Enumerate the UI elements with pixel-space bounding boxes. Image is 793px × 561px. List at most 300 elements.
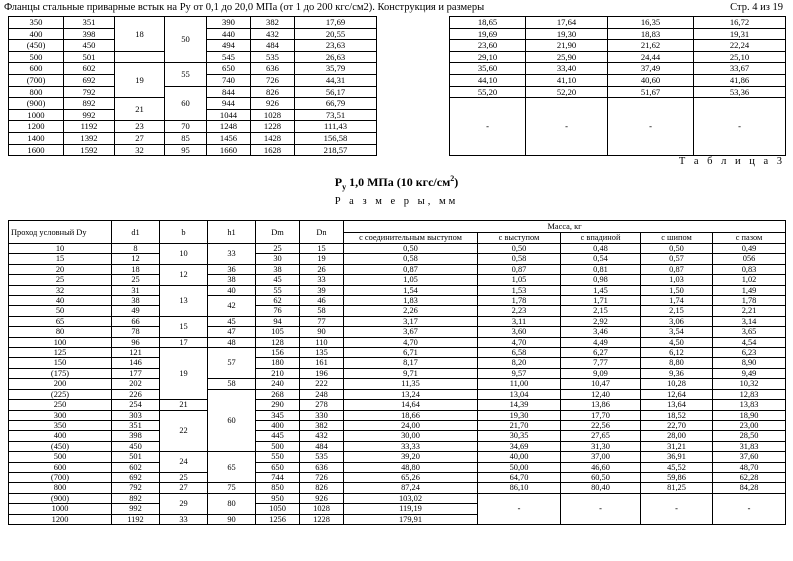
table-row bbox=[9, 493, 786, 503]
table-cell: 7,77 bbox=[561, 358, 641, 368]
cell-h1: 57 bbox=[208, 348, 256, 379]
top-cell: 400 bbox=[9, 28, 64, 40]
top-cell-b: 21 bbox=[115, 98, 165, 121]
table-cell: 1192 bbox=[112, 514, 160, 524]
table-cell: 1,53 bbox=[478, 285, 561, 295]
table-cell: 3,14 bbox=[713, 316, 786, 326]
table-cell: 28,50 bbox=[713, 431, 786, 441]
table-cell: 46 bbox=[300, 296, 344, 306]
table-cell: 31 bbox=[112, 285, 160, 295]
table-cell: 0,98 bbox=[561, 275, 641, 285]
table-cell: 226 bbox=[112, 389, 160, 399]
top-cell: 926 bbox=[251, 98, 295, 110]
table-cell: 40 bbox=[9, 296, 112, 306]
table-cell: 24,00 bbox=[344, 420, 478, 430]
top-cell: 16,72 bbox=[694, 17, 786, 29]
table-cell: 303 bbox=[112, 410, 160, 420]
table-cell: 6,71 bbox=[344, 348, 478, 358]
table-cell: 30 bbox=[256, 254, 300, 264]
top-cell: 450 bbox=[64, 40, 115, 52]
table-cell: 96 bbox=[112, 337, 160, 347]
table-cell: 692 bbox=[112, 472, 160, 482]
table-cell: 1,05 bbox=[478, 275, 561, 285]
table-cell: 450 bbox=[112, 441, 160, 451]
table-cell: 50,00 bbox=[478, 462, 561, 472]
table-cell: 9,57 bbox=[478, 368, 561, 378]
table-cell: 45 bbox=[256, 275, 300, 285]
top-cell: 23,60 bbox=[450, 40, 526, 52]
table-cell: 40 bbox=[208, 285, 256, 295]
top-cell: 95 bbox=[165, 144, 207, 156]
table-cell: 0,50 bbox=[641, 244, 713, 254]
header-mass-2: с выступом bbox=[478, 233, 561, 244]
table-cell: 2,26 bbox=[344, 306, 478, 316]
top-cell: 25,10 bbox=[694, 51, 786, 63]
table-cell: 150 bbox=[9, 358, 112, 368]
table-cell: 1,54 bbox=[344, 285, 478, 295]
top-cell: 1428 bbox=[251, 132, 295, 144]
table-cell: 13,04 bbox=[478, 389, 561, 399]
table-cell: 056 bbox=[713, 254, 786, 264]
top-cell: 29,10 bbox=[450, 51, 526, 63]
top-cell: 33,40 bbox=[526, 63, 608, 75]
table-cell: 248 bbox=[300, 389, 344, 399]
top-cell: 44,10 bbox=[450, 74, 526, 86]
table-cell: 4,70 bbox=[344, 337, 478, 347]
table-cell: 650 bbox=[256, 462, 300, 472]
table-cell: 2,92 bbox=[561, 316, 641, 326]
table-cell: 58 bbox=[300, 306, 344, 316]
table-cell: 345 bbox=[256, 410, 300, 420]
table-cell: 110 bbox=[300, 337, 344, 347]
table-cell: 398 bbox=[112, 431, 160, 441]
top-cell: 1000 bbox=[9, 109, 64, 121]
table-cell: 18,52 bbox=[641, 410, 713, 420]
table-cell: 792 bbox=[112, 483, 160, 493]
top-gap bbox=[377, 17, 450, 156]
table-cell: 180 bbox=[256, 358, 300, 368]
header-d1: d1 bbox=[112, 221, 160, 244]
cell-b: 12 bbox=[160, 264, 208, 285]
top-cell: 1044 bbox=[207, 109, 251, 121]
pressure-title: $P_y$ 1,0 МПа (10 кгс/$см^2$) bbox=[334, 174, 459, 192]
table-cell: 400 bbox=[256, 420, 300, 430]
table-cell: 8,90 bbox=[713, 358, 786, 368]
top-cell: 1392 bbox=[64, 132, 115, 144]
page-header bbox=[4, 2, 789, 14]
table-cell: 40,00 bbox=[478, 452, 561, 462]
table-row bbox=[9, 337, 786, 347]
table-cell: 21 bbox=[160, 400, 208, 410]
table-row bbox=[9, 379, 786, 389]
top-cell: 1248 bbox=[207, 121, 251, 133]
table-cell: 18 bbox=[112, 264, 160, 274]
top-cell: 25,90 bbox=[526, 51, 608, 63]
cell-b: 24 bbox=[160, 452, 208, 473]
table-cell: 80 bbox=[9, 327, 112, 337]
table-cell: 105 bbox=[256, 327, 300, 337]
table-cell: 11,35 bbox=[344, 379, 478, 389]
table-cell: 14,64 bbox=[344, 400, 478, 410]
table-cell: 4,70 bbox=[478, 337, 561, 347]
table-cell: 10,28 bbox=[641, 379, 713, 389]
cell-dash: - bbox=[561, 493, 641, 524]
table-cell: 445 bbox=[256, 431, 300, 441]
table-row bbox=[9, 472, 786, 482]
table-cell: 15 bbox=[9, 254, 112, 264]
table-row bbox=[9, 389, 786, 399]
table-cell: 65,26 bbox=[344, 472, 478, 482]
top-cell-h: 55 bbox=[165, 63, 207, 86]
table-cell: 0,57 bbox=[641, 254, 713, 264]
table-cell: (900) bbox=[9, 493, 112, 503]
table-cell: 602 bbox=[112, 462, 160, 472]
top-cell: 16,35 bbox=[608, 17, 694, 29]
table-cell: 78 bbox=[112, 327, 160, 337]
table-row bbox=[9, 348, 786, 358]
table-cell: 38 bbox=[208, 275, 256, 285]
header-dm: Dm bbox=[256, 221, 300, 244]
table-cell: 90 bbox=[208, 514, 256, 524]
top-cell: 1628 bbox=[251, 144, 295, 156]
table-cell: 45 bbox=[208, 316, 256, 326]
table-cell: 8,20 bbox=[478, 358, 561, 368]
table-row bbox=[9, 441, 786, 451]
table-cell: 10,47 bbox=[561, 379, 641, 389]
table-row bbox=[9, 368, 786, 378]
table-cell: 1,78 bbox=[478, 296, 561, 306]
table-cell: 33 bbox=[160, 514, 208, 524]
cell-b: 29 bbox=[160, 493, 208, 514]
top-cell: 1456 bbox=[207, 132, 251, 144]
top-cell: 20,55 bbox=[295, 28, 377, 40]
table-cell: 30,35 bbox=[478, 431, 561, 441]
top-cell: 32 bbox=[115, 144, 165, 156]
table-cell: 30,00 bbox=[344, 431, 478, 441]
table-cell: 23,00 bbox=[713, 420, 786, 430]
table-cell: 87,24 bbox=[344, 483, 478, 493]
top-cell: 650 bbox=[207, 63, 251, 75]
table-cell: 66 bbox=[112, 316, 160, 326]
table-cell: 3,60 bbox=[478, 327, 561, 337]
table-row bbox=[9, 410, 786, 420]
document-title: Фланцы стальные приварные встык на Ру от 0,1 до 20,0 МПа (от 1 до 200 кгс/см2). Конструкция и размеры bbox=[4, 2, 485, 13]
top-cell: 66,79 bbox=[295, 98, 377, 110]
table-cell: 200 bbox=[9, 379, 112, 389]
table-cell: 4,49 bbox=[561, 337, 641, 347]
table-cell: 81,25 bbox=[641, 483, 713, 493]
top-cell-b: 19 bbox=[115, 63, 165, 98]
top-cell: 218,57 bbox=[295, 144, 377, 156]
top-cell: 992 bbox=[64, 109, 115, 121]
table-cell: 351 bbox=[112, 420, 160, 430]
table-row bbox=[9, 306, 786, 316]
table-row bbox=[9, 275, 786, 285]
table-cell: 196 bbox=[300, 368, 344, 378]
top-cell-dash: - bbox=[694, 98, 786, 156]
top-cell: 1400 bbox=[9, 132, 64, 144]
table-cell: 8,17 bbox=[344, 358, 478, 368]
table-cell: 48,80 bbox=[344, 462, 478, 472]
table-cell: 2,23 bbox=[478, 306, 561, 316]
table-cell: 146 bbox=[112, 358, 160, 368]
table-cell: 49 bbox=[112, 306, 160, 316]
table-cell: 1,74 bbox=[641, 296, 713, 306]
table-cell: 1,02 bbox=[713, 275, 786, 285]
top-cell: 73,51 bbox=[295, 109, 377, 121]
table-row bbox=[9, 264, 786, 274]
table-cell: 0,81 bbox=[561, 264, 641, 274]
main-table bbox=[8, 220, 786, 525]
table-cell: 32 bbox=[9, 285, 112, 295]
table-cell: 60,50 bbox=[561, 472, 641, 482]
top-cell: 24,44 bbox=[608, 51, 694, 63]
table-cell: 992 bbox=[112, 504, 160, 514]
table-cell: 1,03 bbox=[641, 275, 713, 285]
top-cell: 41,86 bbox=[694, 74, 786, 86]
top-cell: 56,17 bbox=[295, 86, 377, 98]
table-cell: 121 bbox=[112, 348, 160, 358]
table-cell: (175) bbox=[9, 368, 112, 378]
top-table-row bbox=[9, 17, 786, 29]
table-cell: 535 bbox=[300, 452, 344, 462]
table-cell: 1,71 bbox=[561, 296, 641, 306]
table-cell: 202 bbox=[112, 379, 160, 389]
table-cell: 0,87 bbox=[478, 264, 561, 274]
top-cell: (700) bbox=[9, 74, 64, 86]
top-cell: 17,64 bbox=[526, 17, 608, 29]
table-cell: 12,64 bbox=[641, 389, 713, 399]
top-cell-dash: - bbox=[608, 98, 694, 156]
table-cell: 1256 bbox=[256, 514, 300, 524]
table-cell: 19 bbox=[300, 254, 344, 264]
table-cell: 2,21 bbox=[713, 306, 786, 316]
table-cell: 826 bbox=[300, 483, 344, 493]
top-cell: 26,63 bbox=[295, 51, 377, 63]
top-cell: 432 bbox=[251, 28, 295, 40]
header-dn: Dn bbox=[300, 221, 344, 244]
page-number: Стр. 4 из 19 bbox=[730, 2, 783, 13]
top-cell: 1200 bbox=[9, 121, 64, 133]
table-cell: 100 bbox=[9, 337, 112, 347]
top-cell: 726 bbox=[251, 74, 295, 86]
table-cell: 1050 bbox=[256, 504, 300, 514]
table-cell: 76 bbox=[256, 306, 300, 316]
table-cell: 350 bbox=[9, 420, 112, 430]
table-cell: 6,23 bbox=[713, 348, 786, 358]
table-cell: 9,49 bbox=[713, 368, 786, 378]
table-cell: 34,69 bbox=[478, 441, 561, 451]
table-cell: 210 bbox=[256, 368, 300, 378]
top-cell: 844 bbox=[207, 86, 251, 98]
table-row bbox=[9, 296, 786, 306]
top-cell bbox=[115, 51, 165, 63]
table-cell: (700) bbox=[9, 472, 112, 482]
table-cell: 13,24 bbox=[344, 389, 478, 399]
header-h1: h1 bbox=[208, 221, 256, 244]
top-cell: 500 bbox=[9, 51, 64, 63]
table-cell: 500 bbox=[256, 441, 300, 451]
header-mass-5: с пазом bbox=[713, 233, 786, 244]
top-cell: 37,49 bbox=[608, 63, 694, 75]
dimensions-subtitle: Р а з м е р ы, мм bbox=[334, 196, 459, 207]
table-cell: 12 bbox=[112, 254, 160, 264]
table-cell: 59,86 bbox=[641, 472, 713, 482]
table-row bbox=[9, 452, 786, 462]
table-cell: 128 bbox=[256, 337, 300, 347]
top-cell: 351 bbox=[64, 17, 115, 29]
table-cell: 500 bbox=[9, 452, 112, 462]
top-cell: 55,20 bbox=[450, 86, 526, 98]
table-cell: 4,50 bbox=[641, 337, 713, 347]
table-cell: 25 bbox=[160, 472, 208, 482]
table-cell: 10 bbox=[9, 244, 112, 254]
table-cell: 12,40 bbox=[561, 389, 641, 399]
table-cell: 1,49 bbox=[713, 285, 786, 295]
table-cell: 75 bbox=[208, 483, 256, 493]
table-cell: 48,70 bbox=[713, 462, 786, 472]
table-cell: 18,90 bbox=[713, 410, 786, 420]
cell-b: 22 bbox=[160, 410, 208, 452]
table-cell: 64,70 bbox=[478, 472, 561, 482]
table-cell: 55 bbox=[256, 285, 300, 295]
top-cell: 1228 bbox=[251, 121, 295, 133]
table-row bbox=[9, 327, 786, 337]
header-b: b bbox=[160, 221, 208, 244]
table-cell: 14,39 bbox=[478, 400, 561, 410]
table-row bbox=[9, 431, 786, 441]
top-cell: 636 bbox=[251, 63, 295, 75]
top-cell: 350 bbox=[9, 17, 64, 29]
table-cell: 10,32 bbox=[713, 379, 786, 389]
cell-b: 13 bbox=[160, 285, 208, 316]
top-cell: 944 bbox=[207, 98, 251, 110]
cell-h1: 60 bbox=[208, 389, 256, 451]
table-cell: 22,56 bbox=[561, 420, 641, 430]
top-cell: 1660 bbox=[207, 144, 251, 156]
table-cell: 25 bbox=[9, 275, 112, 285]
table-cell: 50 bbox=[9, 306, 112, 316]
table-cell: 0,58 bbox=[478, 254, 561, 264]
cell-dash: - bbox=[713, 493, 786, 524]
table-cell: 103,02 bbox=[344, 493, 478, 503]
top-cell: 382 bbox=[251, 17, 295, 29]
table-cell: 33 bbox=[300, 275, 344, 285]
table-cell: 3,06 bbox=[641, 316, 713, 326]
table-cell: 94 bbox=[256, 316, 300, 326]
table-cell: 268 bbox=[256, 389, 300, 399]
table-cell: 1228 bbox=[300, 514, 344, 524]
table-cell: 65 bbox=[9, 316, 112, 326]
table-cell: 6,12 bbox=[641, 348, 713, 358]
table-cell: 39 bbox=[300, 285, 344, 295]
table-cell: 38 bbox=[112, 296, 160, 306]
cell-b: 10 bbox=[160, 244, 208, 265]
table-row bbox=[9, 358, 786, 368]
top-cell: 40,60 bbox=[608, 74, 694, 86]
top-cell: 390 bbox=[207, 17, 251, 29]
cell-h1: 65 bbox=[208, 452, 256, 483]
table-cell: 45,52 bbox=[641, 462, 713, 472]
table-cell: 179,91 bbox=[344, 514, 478, 524]
table-cell: 0,54 bbox=[561, 254, 641, 264]
table-cell: 3,17 bbox=[344, 316, 478, 326]
table-cell: 950 bbox=[256, 493, 300, 503]
top-cell: 85 bbox=[165, 132, 207, 144]
top-cell: 51,67 bbox=[608, 86, 694, 98]
top-cell: 19,30 bbox=[526, 28, 608, 40]
top-cell: 892 bbox=[64, 98, 115, 110]
table-cell: 278 bbox=[300, 400, 344, 410]
top-cell: 600 bbox=[9, 63, 64, 75]
table-cell: 1028 bbox=[300, 504, 344, 514]
table-cell: 161 bbox=[300, 358, 344, 368]
cell-b: 19 bbox=[160, 348, 208, 400]
table-cell: 330 bbox=[300, 410, 344, 420]
top-cell: (450) bbox=[9, 40, 64, 52]
top-cell: 19,69 bbox=[450, 28, 526, 40]
cell-h1: 42 bbox=[208, 296, 256, 317]
table-cell: 17 bbox=[160, 337, 208, 347]
table-cell: 86,10 bbox=[478, 483, 561, 493]
table-cell: 0,58 bbox=[344, 254, 478, 264]
top-cell: 22,24 bbox=[694, 40, 786, 52]
table-cell: 0,50 bbox=[478, 244, 561, 254]
table-cell: 48 bbox=[208, 337, 256, 347]
table-cell: 600 bbox=[9, 462, 112, 472]
top-cell-h: 50 bbox=[165, 17, 207, 63]
table-cell: 4,54 bbox=[713, 337, 786, 347]
table-cell: 80,40 bbox=[561, 483, 641, 493]
table-cell: 18,66 bbox=[344, 410, 478, 420]
top-cell: 23,63 bbox=[295, 40, 377, 52]
table-cell: 31,21 bbox=[641, 441, 713, 451]
table-cell: (450) bbox=[9, 441, 112, 451]
top-cell-dash: - bbox=[450, 98, 526, 156]
table-cell: 19,30 bbox=[478, 410, 561, 420]
table-cell: 27,65 bbox=[561, 431, 641, 441]
table-cell: 135 bbox=[300, 348, 344, 358]
cell-b: 15 bbox=[160, 316, 208, 337]
top-cell: 545 bbox=[207, 51, 251, 63]
table-cell: 28,00 bbox=[641, 431, 713, 441]
table-cell: 38 bbox=[256, 264, 300, 274]
table-cell: 46,60 bbox=[561, 462, 641, 472]
table-cell: 8,80 bbox=[641, 358, 713, 368]
top-cell: 70 bbox=[165, 121, 207, 133]
top-cell: 21,62 bbox=[608, 40, 694, 52]
top-cell: 53,36 bbox=[694, 86, 786, 98]
table-cell: 1,78 bbox=[713, 296, 786, 306]
header-mass-4: с шипом bbox=[641, 233, 713, 244]
table-cell: 9,36 bbox=[641, 368, 713, 378]
top-cell: 27 bbox=[115, 132, 165, 144]
table-cell: 21,70 bbox=[478, 420, 561, 430]
table-cell: 3,54 bbox=[641, 327, 713, 337]
table-cell: 0,87 bbox=[344, 264, 478, 274]
table-cell: 240 bbox=[256, 379, 300, 389]
table-row bbox=[9, 462, 786, 472]
table-cell: 36,91 bbox=[641, 452, 713, 462]
table-cell: 31,83 bbox=[713, 441, 786, 451]
table-cell: 27 bbox=[160, 483, 208, 493]
table-cell: 9,09 bbox=[561, 368, 641, 378]
top-cell: 740 bbox=[207, 74, 251, 86]
table-cell: 0,50 bbox=[344, 244, 478, 254]
table-cell: 484 bbox=[300, 441, 344, 451]
top-cell: 792 bbox=[64, 86, 115, 98]
cell-dash: - bbox=[478, 493, 561, 524]
